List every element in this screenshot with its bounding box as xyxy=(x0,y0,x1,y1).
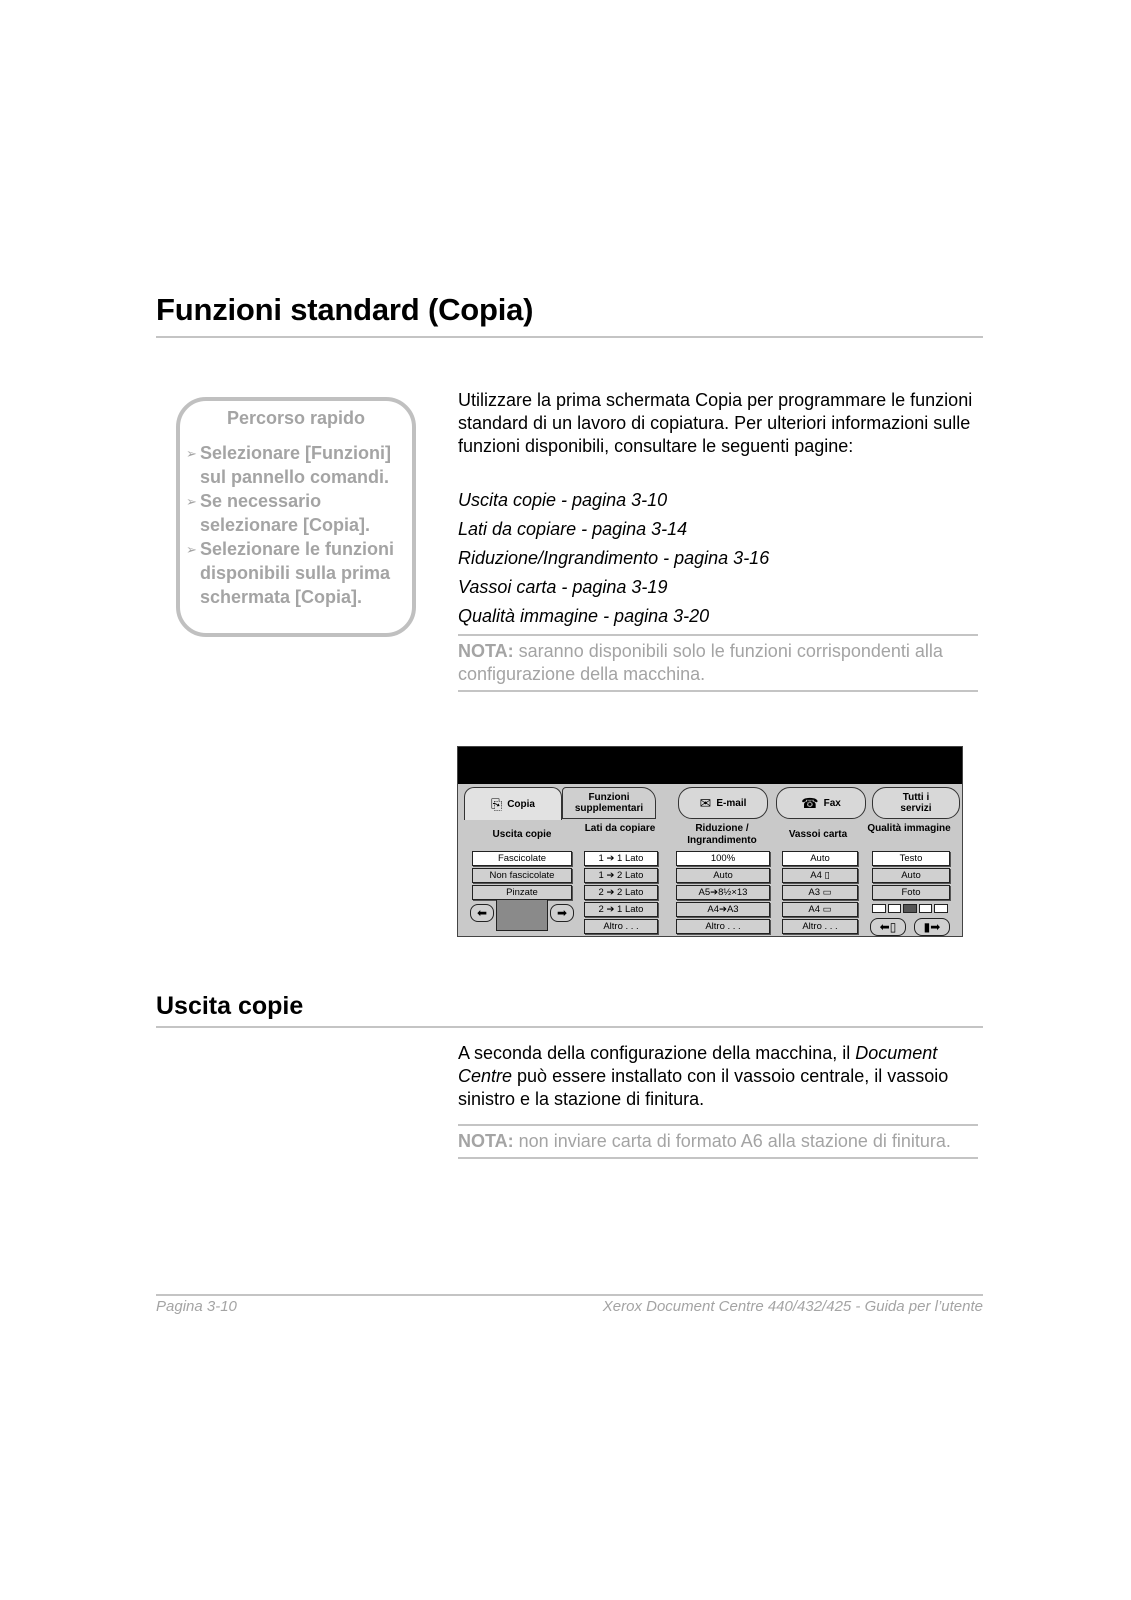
column-vassoi-carta: Vassoi carta xyxy=(788,829,848,840)
tab-funzioni-supplementari[interactable]: Funzioni supplementari xyxy=(562,787,656,819)
darker-icon[interactable]: ▮➡ xyxy=(914,918,950,936)
tab-fax[interactable]: ☎ Fax xyxy=(776,787,866,819)
arrow-left-icon[interactable]: ⬅ xyxy=(470,904,494,922)
footer-page-number: Pagina 3-10 xyxy=(156,1298,237,1315)
option-non-fascicolate[interactable]: Non fascicolate xyxy=(472,868,572,883)
arrow-icon: ➢ xyxy=(186,542,197,557)
footer-document-title: Xerox Document Centre 440/432/425 - Guida per l’utente xyxy=(602,1298,983,1315)
option-lati-1-2[interactable]: 1 ➔ 2 Lato xyxy=(584,868,658,883)
tab-email[interactable]: ✉ E-mail xyxy=(678,787,768,819)
reference-item: Riduzione/Ingrandimento - pagina 3-16 xyxy=(458,548,770,568)
copy-icon: ⎘ xyxy=(491,795,503,812)
title-rule xyxy=(156,336,983,338)
option-qualita-foto[interactable]: Foto xyxy=(872,885,950,900)
tab-tutti-servizi[interactable]: Tutti i servizi xyxy=(872,787,960,819)
reference-item: Qualità immagine - pagina 3-20 xyxy=(458,606,710,626)
option-vassoi-a4-landscape[interactable]: A4 ▭ xyxy=(782,902,858,917)
note-box xyxy=(458,634,978,692)
note-box xyxy=(458,1124,978,1159)
option-lati-1-1[interactable]: 1 ➔ 1 Lato xyxy=(584,851,658,866)
quick-path-title: Percorso rapido xyxy=(226,408,366,428)
reference-item: Uscita copie - pagina 3-10 xyxy=(458,490,668,510)
quick-path-steps xyxy=(186,441,408,609)
arrow-icon: ➢ xyxy=(186,446,197,461)
option-qualita-testo[interactable]: Testo xyxy=(872,851,950,866)
option-fascicolate[interactable]: Fascicolate xyxy=(472,851,572,866)
option-riduzione-100[interactable]: 100% xyxy=(676,851,770,866)
tab-copia[interactable]: ⎘ Copia xyxy=(464,787,562,820)
option-lati-2-2[interactable]: 2 ➔ 2 Lato xyxy=(584,885,658,900)
reference-item: Lati da copiare - pagina 3-14 xyxy=(458,519,688,539)
option-riduzione-altro[interactable]: Altro . . . xyxy=(676,919,770,934)
fax-icon: ☎ xyxy=(801,794,819,811)
intro-paragraph: Utilizzare la prima schermata Copia per programmare le funzioni standard di un lavoro di copiatura. Per ulteriori informazioni sulle funzioni disponibili, consultare le seguenti pagine: xyxy=(458,390,973,456)
option-pinzate[interactable]: Pinzate xyxy=(472,885,572,900)
note-text: non inviare carta di formato A6 alla stazione di finitura. xyxy=(513,1131,951,1151)
finisher-icon xyxy=(496,899,548,931)
option-riduzione-a5[interactable]: A5➔8½×13 xyxy=(676,885,770,900)
page-title: Funzioni standard (Copia) xyxy=(156,292,534,327)
email-icon: ✉ xyxy=(699,794,712,811)
option-vassoi-altro[interactable]: Altro . . . xyxy=(782,919,858,934)
option-lati-altro[interactable]: Altro . . . xyxy=(584,919,658,934)
section-paragraph: A seconda della configurazione della macchina, il Document Centre può essere installato con il vassoio centrale, il vassoio sinistro e la stazione di finitura. xyxy=(458,1043,949,1109)
screen-message-bar xyxy=(458,747,962,784)
note-label: NOTA: xyxy=(458,1131,514,1151)
reference-item: Vassoi carta - pagina 3-19 xyxy=(458,577,668,597)
column-qualita-immagine: Qualità immagine xyxy=(867,823,951,834)
option-qualita-auto[interactable]: Auto xyxy=(872,868,950,883)
note-label: NOTA: xyxy=(458,641,514,661)
footer-rule xyxy=(156,1294,983,1296)
option-vassoi-a3[interactable]: A3 ▭ xyxy=(782,885,858,900)
option-vassoi-a4-portrait[interactable]: A4 ▯ xyxy=(782,868,858,883)
quick-path-step: ➢ Selezionare [Funzioni] sul pannello comandi. xyxy=(186,443,392,487)
arrow-icon: ➢ xyxy=(186,494,197,509)
option-lati-2-1[interactable]: 2 ➔ 1 Lato xyxy=(584,902,658,917)
section-title: Uscita copie xyxy=(156,992,304,1020)
column-riduzione: Riduzione / Ingrandimento xyxy=(687,823,757,846)
option-riduzione-auto[interactable]: Auto xyxy=(676,868,770,883)
density-scale[interactable] xyxy=(872,904,948,913)
copier-screen xyxy=(457,746,963,937)
section-rule xyxy=(156,1026,983,1028)
arrow-right-icon[interactable]: ➡ xyxy=(550,904,574,922)
note-text: saranno disponibili solo le funzioni corrispondenti alla configurazione della macchina. xyxy=(458,641,943,684)
quick-path-step: ➢ Se necessario selezionare [Copia]. xyxy=(186,491,371,535)
quick-path-step: ➢ Selezionare le funzioni disponibili sulla prima schermata [Copia]. xyxy=(186,539,395,607)
option-riduzione-a4-a3[interactable]: A4➔A3 xyxy=(676,902,770,917)
lighter-icon[interactable]: ⬅▯ xyxy=(870,918,906,936)
reference-list xyxy=(458,486,978,631)
option-vassoi-auto[interactable]: Auto xyxy=(782,851,858,866)
column-uscita-copie: Uscita copie xyxy=(492,829,552,840)
column-lati-da-copiare: Lati da copiare xyxy=(584,823,656,834)
